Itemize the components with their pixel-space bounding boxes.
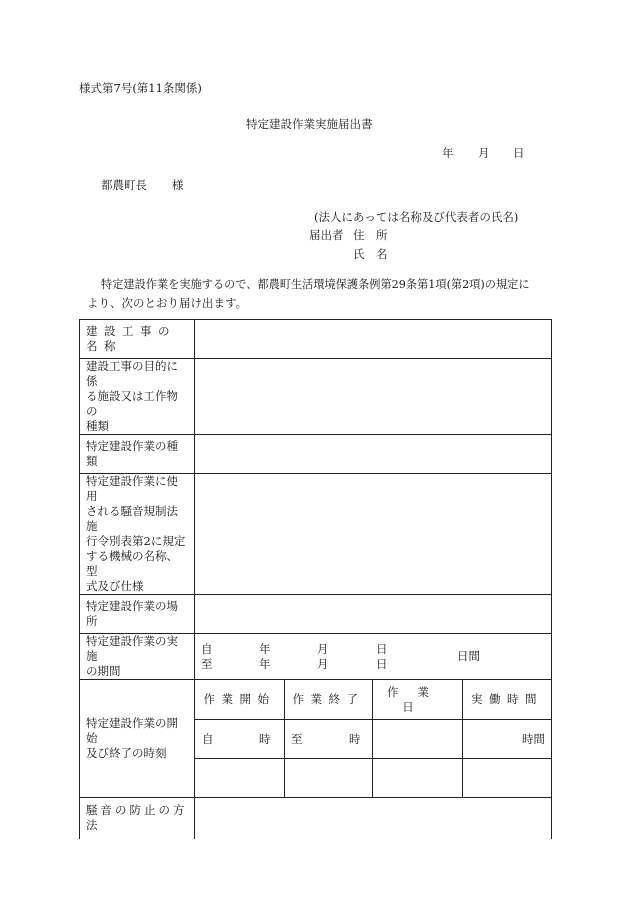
work-start-header: 作業開始 — [195, 680, 285, 720]
work-end-extra-field[interactable] — [285, 759, 373, 798]
work-end-header: 作業終了 — [285, 680, 373, 720]
row-noise-prevention — [80, 798, 552, 839]
location-field[interactable] — [195, 595, 552, 634]
working-hours-unit: 時間 — [522, 732, 545, 746]
row-machine — [80, 474, 552, 595]
work-start-hour: 時 — [259, 732, 271, 746]
facility-type-label: 建設工事の目的に係 る施設又は工作物の 種類 — [80, 359, 195, 435]
noise-prevention-field[interactable] — [195, 798, 552, 839]
work-day-extra-field[interactable] — [373, 759, 463, 798]
row-time-header — [80, 680, 552, 720]
facility-type-field[interactable] — [195, 359, 552, 435]
period-from-month: 月 — [317, 641, 329, 656]
row-facility-type — [80, 359, 552, 435]
construction-name-field[interactable] — [195, 320, 552, 359]
body-text-line-1: 特定建設作業を実施するので、都農町生活環境保護条例第29条第1項(第2項)の規定に — [101, 278, 530, 291]
row-period — [80, 634, 552, 680]
addressee-name: 都農町長 — [101, 178, 147, 192]
work-day-header: 作業日 — [373, 680, 463, 720]
work-start-field[interactable] — [195, 720, 285, 759]
work-day-field[interactable] — [373, 720, 463, 759]
work-start-extra-field[interactable] — [195, 759, 285, 798]
period-from-day: 日 — [376, 641, 388, 656]
form-number: 様式第7号(第11条関係) — [79, 81, 202, 95]
working-hours-header: 実働時間 — [463, 680, 552, 720]
period-from: 自 — [201, 641, 213, 656]
date-month: 月 — [478, 146, 490, 160]
applicant-label: 届出者 — [309, 228, 344, 242]
row-construction-name — [80, 320, 552, 359]
applicant-name-label: 氏 名 — [353, 247, 388, 261]
period-to: 至 — [201, 656, 213, 671]
machine-label: 特定建設作業に使用 される騒音規制法施 行令別表第2に規定 する機械の名称、型 式及び仕様 — [80, 474, 195, 595]
location-label: 特定建設作業の場所 — [80, 595, 195, 634]
document-title: 特定建設作業実施届出書 — [246, 117, 373, 131]
period-to-month: 月 — [317, 656, 329, 671]
construction-name-label: 建設工事の名称 — [80, 320, 195, 359]
period-field[interactable] — [195, 634, 552, 680]
addressee-honorific: 様 — [172, 178, 184, 192]
work-end-hour: 時 — [349, 732, 361, 746]
row-location — [80, 595, 552, 634]
period-to-day: 日 — [376, 656, 388, 671]
row-work-type — [80, 435, 552, 474]
date-year: 年 — [442, 146, 454, 160]
machine-field[interactable] — [195, 474, 552, 595]
period-to-year: 年 — [259, 656, 271, 671]
work-type-field[interactable] — [195, 435, 552, 474]
period-from-year: 年 — [259, 641, 271, 656]
period-label: 特定建設作業の実施 の期間 — [80, 634, 195, 680]
work-start-from: 自 — [202, 732, 214, 746]
working-hours-extra-field[interactable] — [463, 759, 552, 798]
noise-prevention-label: 騒音の防止の方法 — [80, 798, 195, 839]
body-text-line-2: より、次のとおり届け出ます。 — [87, 296, 248, 310]
period-days: 日間 — [457, 648, 480, 663]
work-end-to: 至 — [291, 732, 303, 746]
date-day: 日 — [513, 146, 525, 160]
working-hours-field[interactable] — [463, 720, 552, 759]
time-label: 特定建設作業の開始 及び終了の時刻 — [80, 680, 195, 798]
applicant-note: (法人にあっては名称及び代表者の氏名) — [314, 210, 519, 224]
applicant-address-label: 住 所 — [353, 228, 388, 242]
notification-table — [79, 319, 552, 839]
work-end-field[interactable] — [285, 720, 373, 759]
work-type-label: 特定建設作業の種類 — [80, 435, 195, 474]
